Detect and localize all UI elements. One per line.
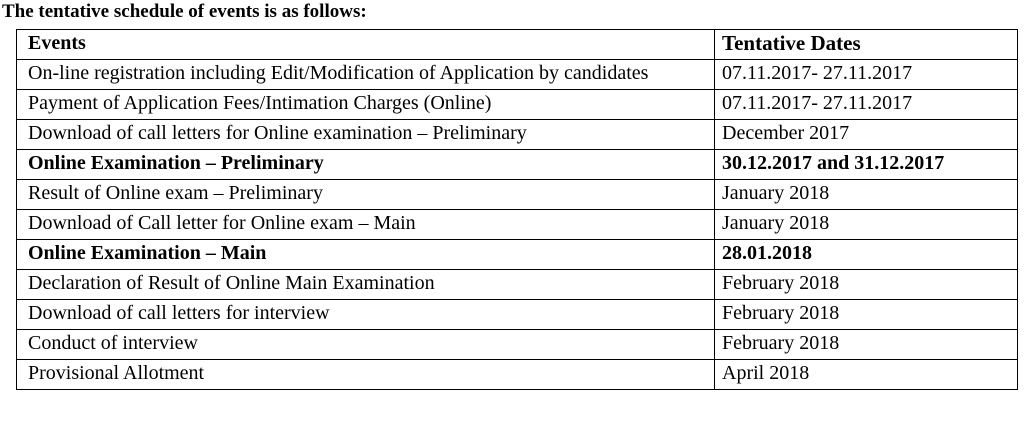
event-cell: Conduct of interview	[17, 330, 715, 360]
event-cell: Download of call letters for Online examination – Preliminary	[17, 120, 715, 150]
date-cell: January 2018	[715, 180, 1018, 210]
table-row	[17, 180, 1018, 210]
table-row	[17, 300, 1018, 330]
dates-column-header: Tentative Dates	[715, 30, 1018, 60]
date-cell: February 2018	[715, 300, 1018, 330]
date-cell: 28.01.2018	[715, 240, 1018, 270]
event-cell: Result of Online exam – Preliminary	[17, 180, 715, 210]
event-cell: On-line registration including Edit/Modification of Application by candidates	[17, 60, 715, 90]
table-row	[17, 360, 1018, 390]
date-cell: February 2018	[715, 330, 1018, 360]
date-cell: April 2018	[715, 360, 1018, 390]
table-row	[17, 210, 1018, 240]
event-cell: Download of call letters for interview	[17, 300, 715, 330]
event-cell: Provisional Allotment	[17, 360, 715, 390]
table-row	[17, 60, 1018, 90]
event-cell: Payment of Application Fees/Intimation Charges (Online)	[17, 90, 715, 120]
event-cell: Online Examination – Main	[17, 240, 715, 270]
schedule-heading: The tentative schedule of events is as follows:	[2, 1, 367, 22]
date-cell: 30.12.2017 and 31.12.2017	[715, 150, 1018, 180]
table-header-row	[17, 30, 1018, 60]
table-row	[17, 90, 1018, 120]
event-cell: Download of Call letter for Online exam – Main	[17, 210, 715, 240]
schedule-body	[17, 60, 1018, 390]
table-row	[17, 240, 1018, 270]
table-row	[17, 270, 1018, 300]
date-cell: February 2018	[715, 270, 1018, 300]
table-row	[17, 330, 1018, 360]
date-cell: January 2018	[715, 210, 1018, 240]
event-cell: Declaration of Result of Online Main Examination	[17, 270, 715, 300]
table-row	[17, 150, 1018, 180]
date-cell: December 2017	[715, 120, 1018, 150]
schedule-table	[16, 29, 1018, 390]
table-row	[17, 120, 1018, 150]
date-cell: 07.11.2017- 27.11.2017	[715, 90, 1018, 120]
date-cell: 07.11.2017- 27.11.2017	[715, 60, 1018, 90]
event-cell: Online Examination – Preliminary	[17, 150, 715, 180]
events-column-header: Events	[17, 30, 715, 60]
